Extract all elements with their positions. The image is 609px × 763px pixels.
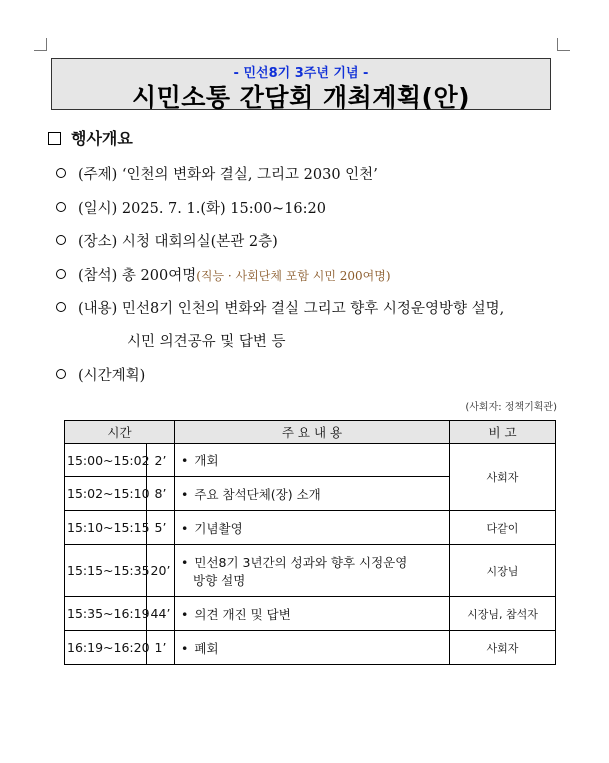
row-duration: 8’ xyxy=(147,477,175,511)
row-remark: 시장님 xyxy=(450,545,556,597)
item-text: (장소) 시청 대회의실(본관 2층) xyxy=(78,234,278,250)
table-row xyxy=(65,631,556,665)
title-box xyxy=(51,58,551,110)
row-content: • 기념촬영 xyxy=(175,511,450,545)
row-content: • 의견 개진 및 답변 xyxy=(175,597,450,631)
overview-item-topic xyxy=(56,163,378,184)
row-duration: 5’ xyxy=(147,511,175,545)
table-row xyxy=(65,511,556,545)
section-heading-label: 행사개요 xyxy=(71,129,133,148)
circle-bullet-icon xyxy=(56,269,66,279)
overview-item-datetime xyxy=(56,197,326,218)
item-text: (주제) ‘인천의 변화와 결실, 그리고 2030 인천’ xyxy=(78,167,378,183)
item-text: (내용) 민선8기 인천의 변화와 결실 그리고 향후 시정운영방향 설명, xyxy=(78,301,505,317)
row-remark: 사회자 xyxy=(450,631,556,665)
row-time: 15:02~15:10 xyxy=(65,477,147,511)
circle-bullet-icon xyxy=(56,369,66,379)
table-row xyxy=(65,597,556,631)
schedule-table xyxy=(64,420,556,665)
circle-bullet-icon xyxy=(56,235,66,245)
table-header-row xyxy=(65,421,556,444)
item-text: (참석) 총 200여명 xyxy=(78,268,197,284)
overview-item-contents xyxy=(56,297,504,318)
row-duration: 2’ xyxy=(147,444,175,477)
document-subtitle: - 민선8기 3주년 기념 - xyxy=(233,66,369,81)
row-remark: 사회자 xyxy=(450,444,556,511)
overview-item-timeplan xyxy=(56,364,145,385)
page-corner-mark-right xyxy=(557,38,570,51)
circle-bullet-icon xyxy=(56,302,66,312)
header-remark: 비 고 xyxy=(450,421,556,444)
row-time: 16:19~16:20 xyxy=(65,631,147,665)
row-content: • 개회 xyxy=(175,444,450,477)
row-time: 15:10~15:15 xyxy=(65,511,147,545)
table-row xyxy=(65,545,556,597)
mc-note: (사회자: 정책기획관) xyxy=(465,402,557,413)
square-bullet-icon xyxy=(48,132,61,145)
header-time: 시간 xyxy=(65,421,175,444)
row-time: 15:00~15:02 xyxy=(65,444,147,477)
row-duration: 20’ xyxy=(147,545,175,597)
overview-item-venue xyxy=(56,230,278,251)
row-content: • 민선8기 3년간의 성과와 향후 시정운영 방향 설명 xyxy=(175,545,450,597)
section-heading xyxy=(48,126,133,149)
header-content: 주 요 내 용 xyxy=(175,421,450,444)
overview-item-attendees xyxy=(56,264,391,285)
table-row xyxy=(65,444,556,477)
row-duration: 44’ xyxy=(147,597,175,631)
item-text: (일시) 2025. 7. 1.(화) 15:00~16:20 xyxy=(78,201,326,217)
row-remark: 시장님, 참석자 xyxy=(450,597,556,631)
overview-item-contents-continued: 시민 의견공유 및 답변 등 xyxy=(127,334,286,350)
row-duration: 1’ xyxy=(147,631,175,665)
document-title: 시민소통 간담회 개최계획(안) xyxy=(131,83,471,112)
row-content: • 폐회 xyxy=(175,631,450,665)
row-remark: 다같이 xyxy=(450,511,556,545)
row-content: • 주요 참석단체(장) 소개 xyxy=(175,477,450,511)
row-time: 15:35~16:19 xyxy=(65,597,147,631)
item-note: (직능 · 사회단체 포함 시민 200여명) xyxy=(196,269,391,283)
circle-bullet-icon xyxy=(56,202,66,212)
item-text: (시간계획) xyxy=(78,368,146,384)
page-corner-mark-left xyxy=(34,38,47,51)
circle-bullet-icon xyxy=(56,168,66,178)
row-time: 15:15~15:35 xyxy=(65,545,147,597)
